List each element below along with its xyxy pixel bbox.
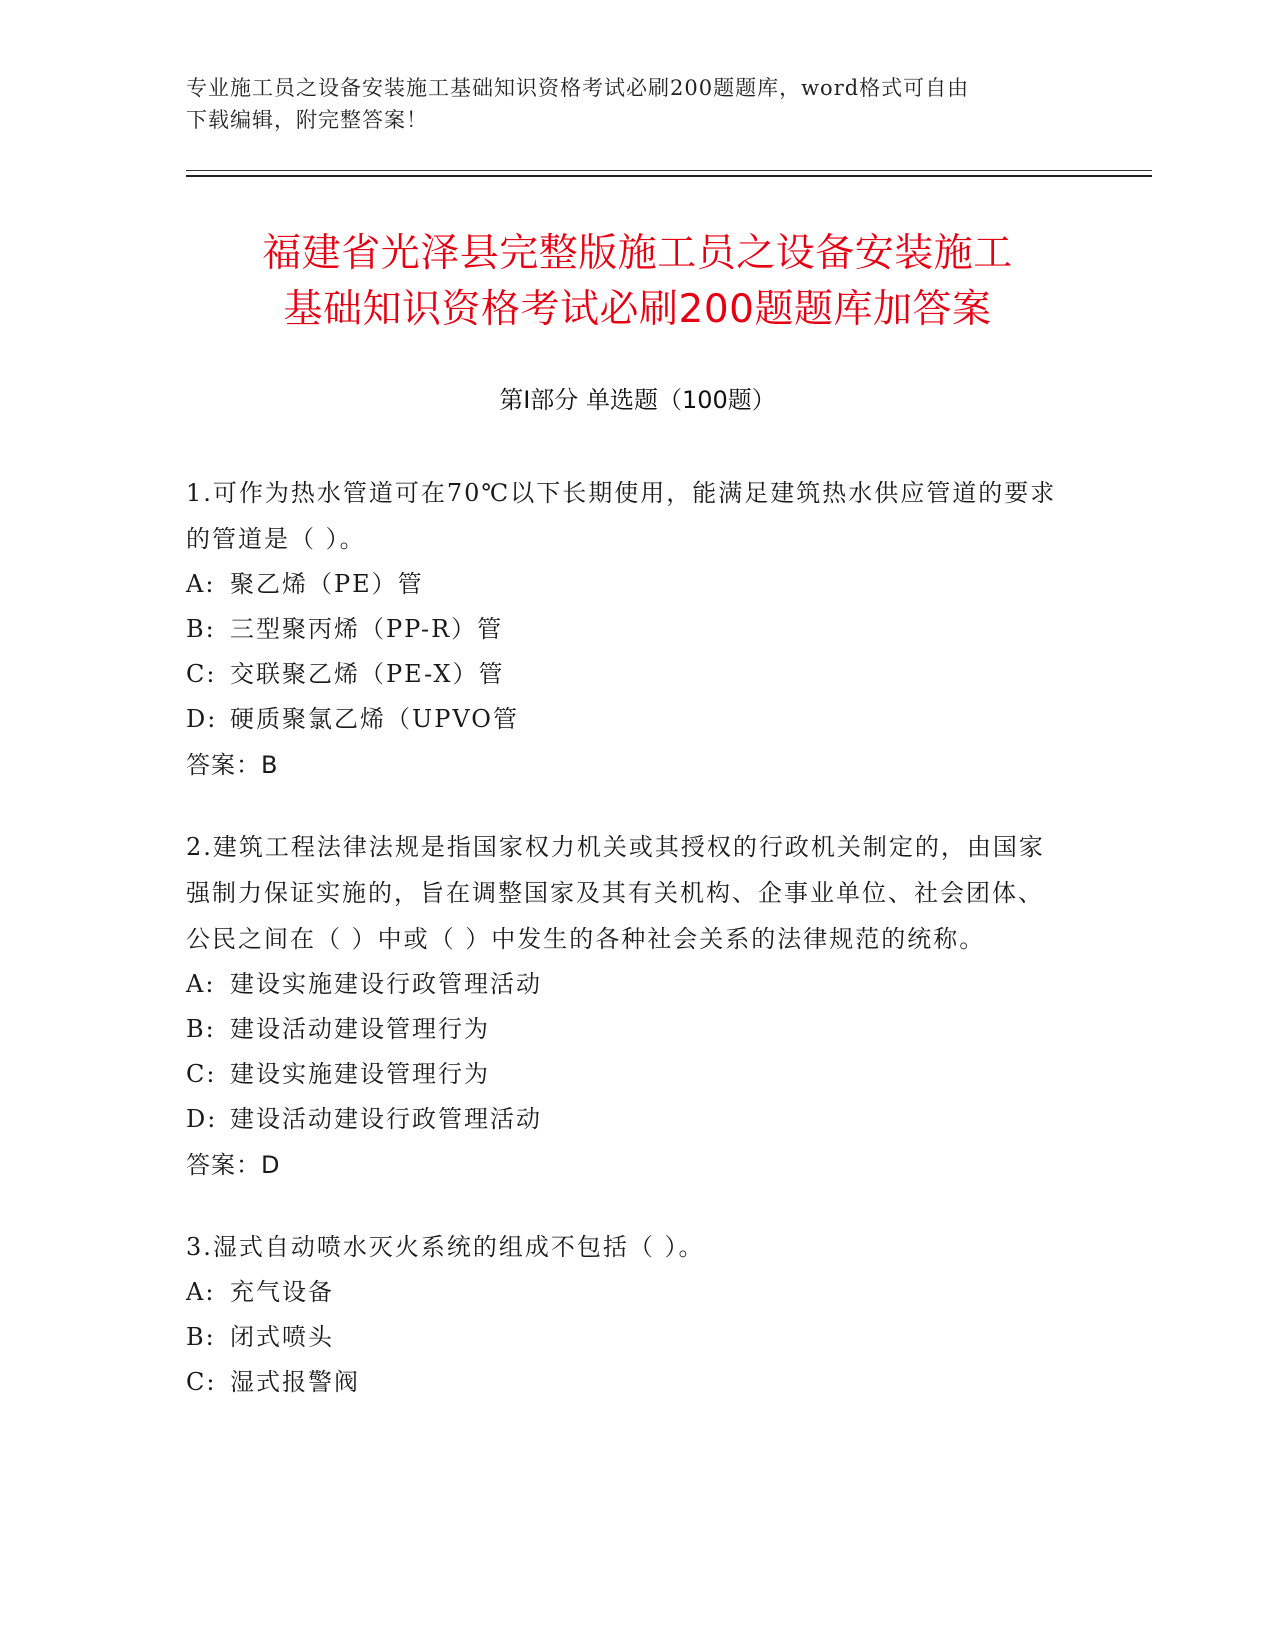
question-2	[186, 824, 1066, 1188]
option-text: 建设活动建设行政管理活动	[230, 1105, 542, 1133]
option-c	[186, 652, 1066, 697]
option-c	[186, 1360, 1066, 1405]
option-key: C:	[186, 660, 217, 688]
question-stem: 1.可作为热水管道可在70℃以下长期使用，能满足建筑热水供应管道的要求的管道是（ ）。	[186, 479, 1057, 553]
option-text: 交联聚乙烯（PE-X）管	[230, 660, 505, 688]
answer-label: 答案：B	[186, 751, 279, 779]
option-a	[186, 1270, 1066, 1315]
header-rule-thin	[186, 170, 1152, 171]
option-text: 建设实施建设管理行为	[230, 1060, 490, 1088]
option-key: A:	[186, 1278, 216, 1306]
option-d	[186, 1097, 1066, 1142]
option-text: 闭式喷头	[230, 1323, 334, 1351]
document-title-line2: 基础知识资格考试必刷200题题库加答案	[283, 287, 992, 332]
answer-label: 答案：D	[186, 1151, 281, 1179]
option-text: 建设活动建设管理行为	[230, 1015, 490, 1043]
option-text: 聚乙烯（PE）管	[230, 570, 424, 598]
document-title-line1: 福建省光泽县完整版施工员之设备安装施工	[262, 231, 1013, 276]
option-a	[186, 562, 1066, 607]
option-b	[186, 1315, 1066, 1360]
section-title: 第Ⅰ部分 单选题（100题）	[499, 386, 776, 414]
option-key: D:	[186, 1105, 218, 1133]
document-title	[160, 226, 1115, 338]
option-d	[186, 697, 1066, 742]
option-key: B:	[186, 1015, 216, 1043]
option-key: C:	[186, 1368, 217, 1396]
option-key: B:	[186, 1323, 216, 1351]
option-key: D:	[186, 705, 218, 733]
question-list	[186, 470, 1066, 1441]
header-rule-thick	[186, 175, 1152, 177]
header-note-line2: 下载编辑，附完整答案！	[186, 108, 428, 132]
option-c	[186, 1052, 1066, 1097]
header-note-line1: 专业施工员之设备安装施工基础知识资格考试必刷200题题库，word格式可自由	[186, 76, 970, 100]
question-stem: 3.湿式自动喷水灭火系统的组成不包括（ ）。	[186, 1233, 705, 1261]
header-note	[186, 72, 1066, 136]
option-text: 充气设备	[230, 1278, 334, 1306]
question-3	[186, 1224, 1066, 1405]
option-key: A:	[186, 570, 216, 598]
question-stem: 2.建筑工程法律法规是指国家权力机关或其授权的行政机关制定的，由国家强制力保证实施的，旨在调整国家及其有关机构、企事业单位、社会团体、公民之间在（ ）中或（ ）中发生的各种社会关系的法律规范的统称。	[186, 833, 1045, 953]
option-text: 硬质聚氯乙烯（UPVO管	[230, 705, 519, 733]
option-text: 湿式报警阀	[230, 1368, 360, 1396]
option-b	[186, 1007, 1066, 1052]
question-1	[186, 470, 1066, 788]
option-a	[186, 962, 1066, 1007]
option-key: B:	[186, 615, 216, 643]
option-key: C:	[186, 1060, 217, 1088]
option-b	[186, 607, 1066, 652]
option-text: 三型聚丙烯（PP-R）管	[230, 615, 504, 643]
option-key: A:	[186, 970, 216, 998]
option-text: 建设实施建设行政管理活动	[230, 970, 542, 998]
